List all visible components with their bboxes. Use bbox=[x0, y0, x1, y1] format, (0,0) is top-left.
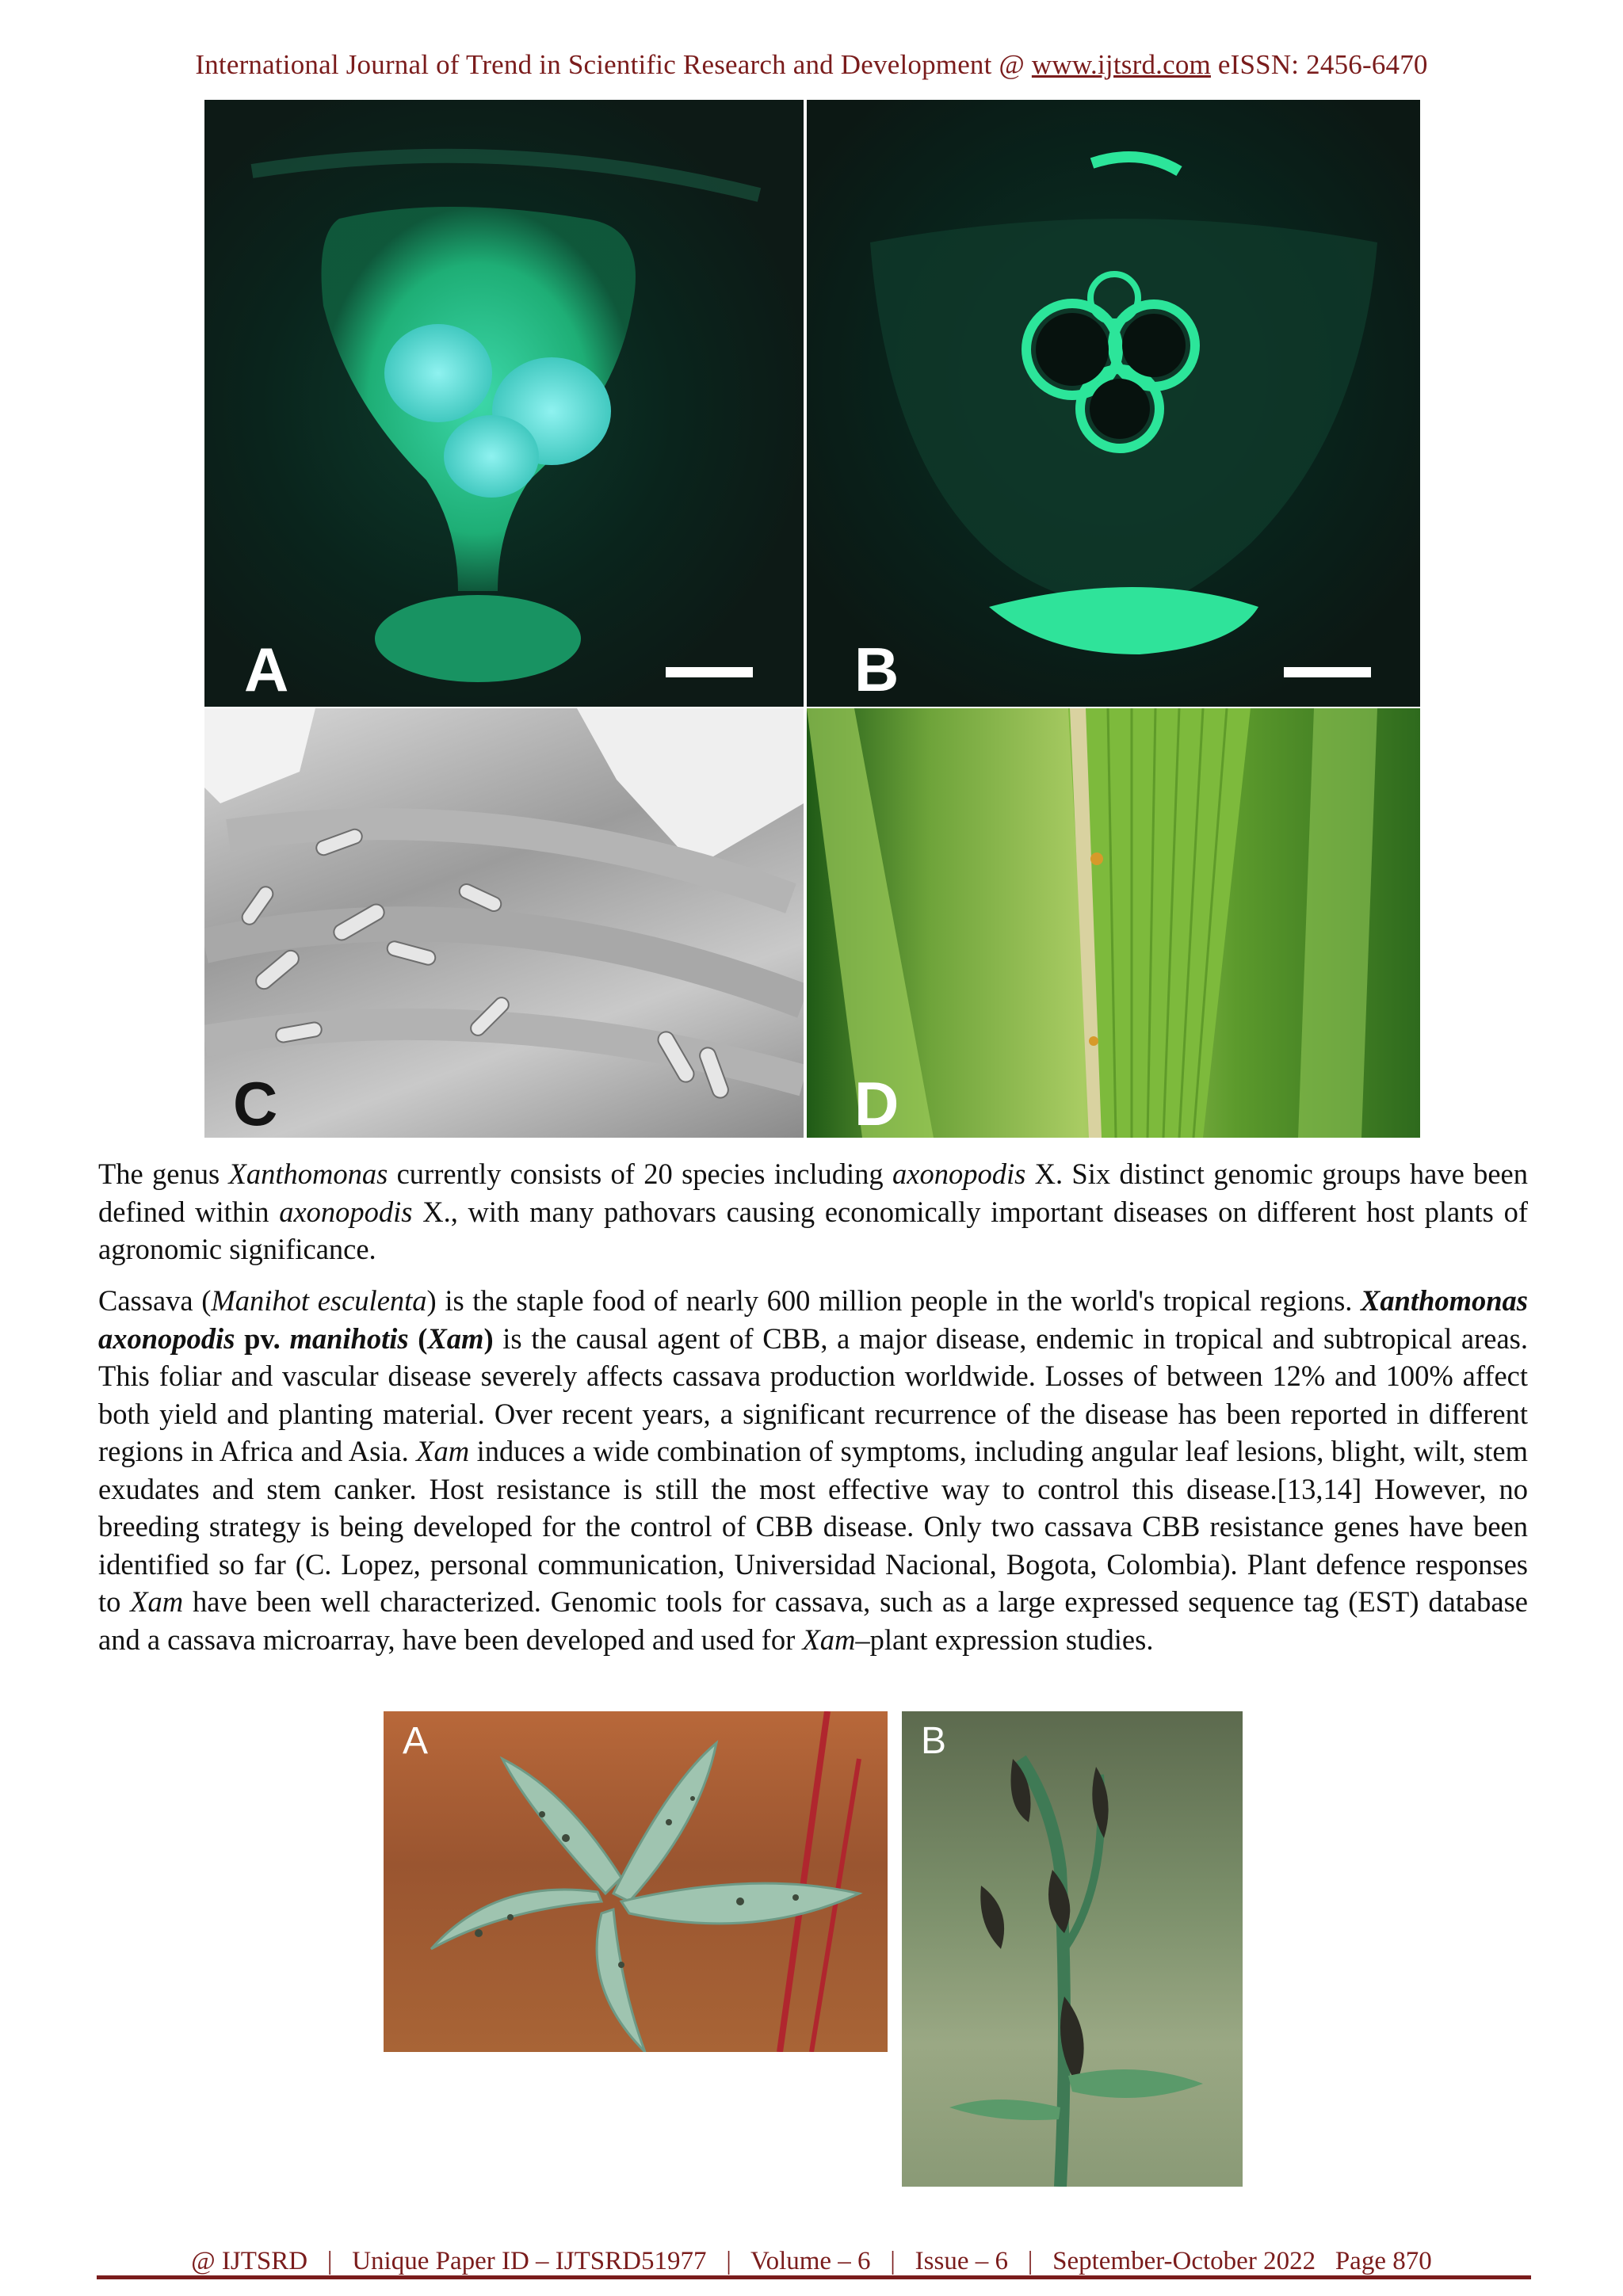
panel-b-label: B bbox=[854, 635, 899, 704]
figure-bottom-panel-b-label: B bbox=[921, 1720, 947, 1762]
italic-term: Xam bbox=[416, 1435, 470, 1467]
text-run: currently consists of 20 species including bbox=[388, 1158, 892, 1190]
panel-d-leaf-photo bbox=[807, 708, 1420, 1138]
cassava-leaf-drawing bbox=[384, 1711, 888, 2052]
figure-bottom-panel-b-photo bbox=[902, 1711, 1243, 2187]
text-run: X. Six distinct genomic groups have been defined within bbox=[98, 1158, 1528, 1228]
text-run: X., with many pathovars causing economically important diseases on different host plants of agronomic significance. bbox=[98, 1195, 1528, 1265]
paragraph-genus-xanthomonas bbox=[98, 1155, 1528, 1268]
panel-c-label: C bbox=[233, 1069, 278, 1138]
text-run: induces a wide combination of symptoms, including angular leaf lesions, blight, wilt, stem exudates and stem canker. Host resistance is still the most effective way to control this disease.[13,14] However, no breeding strategy is being developed for the control of CBB disease. Only two cassava CBB resistance genes have been identified so far (C. Lopez, personal communication, Universidad Nacional, Bogota, Colombia). Plant defence responses to bbox=[98, 1435, 1528, 1618]
bold-italic-term: Xanthomonas axonopodis bbox=[98, 1284, 1529, 1355]
panel-a-drawing bbox=[204, 100, 804, 707]
figure-top bbox=[204, 100, 1420, 1138]
journal-name: International Journal of Trend in Scientific Research and Development @ bbox=[195, 49, 1032, 80]
bold-italic-term: manihotis bbox=[289, 1322, 409, 1355]
text-run: is the causal agent of CBB, a major disease, endemic in tropical and subtropical areas. This foliar and vascular disease severely affects cassava production worldwide. Losses of between 12% and 100% affect both yield and planting material. Over recent years, a significant recurrence of the disease has been reported in different regions in Africa and Asia. bbox=[98, 1322, 1529, 1467]
figure-bottom bbox=[384, 1711, 1243, 2187]
panel-a-label: A bbox=[244, 635, 289, 704]
figure-bottom-panel-a-label: A bbox=[403, 1720, 429, 1762]
panel-a-fluorescence-image bbox=[204, 100, 804, 707]
text-run: The genus bbox=[98, 1158, 229, 1190]
bold-text-run: ) bbox=[483, 1322, 494, 1355]
panel-c-sem-image bbox=[204, 708, 804, 1138]
panel-b-scale-bar bbox=[1284, 667, 1371, 677]
figure-bottom-panel-a-photo bbox=[384, 1711, 888, 2052]
bold-italic-term: Xam bbox=[427, 1322, 484, 1355]
bold-text-run: ( bbox=[408, 1322, 428, 1355]
page-footer: @ IJTSRD | Unique Paper ID – IJTSRD51977 | Volume – 6 | Issue – 6 | September-October 2022 Page 870 bbox=[191, 2247, 1432, 2275]
issn-text: eISSN: 2456-6470 bbox=[1210, 49, 1428, 80]
italic-term: axonopodis bbox=[892, 1158, 1026, 1190]
bold-text-run: pv. bbox=[235, 1322, 290, 1355]
italic-term: Manihot esculenta bbox=[211, 1284, 427, 1317]
text-run: ) is the staple food of nearly 600 million people in the world's tropical regions. bbox=[426, 1284, 1361, 1317]
panel-d-label: D bbox=[854, 1069, 899, 1138]
italic-term: axonopodis bbox=[279, 1195, 413, 1228]
italic-term: Xam bbox=[130, 1585, 184, 1618]
panel-a-scale-bar bbox=[666, 667, 753, 677]
italic-term: Xam bbox=[802, 1623, 856, 1656]
text-run: have been well characterized. Genomic tools for cassava, such as a large expressed sequence tag (EST) database and a cassava microarray, have been developed and used for bbox=[98, 1585, 1528, 1656]
text-run: –plant expression studies. bbox=[855, 1623, 1154, 1656]
journal-url-link[interactable]: www.ijtsrd.com bbox=[1031, 49, 1211, 80]
italic-term: Xanthomonas bbox=[228, 1158, 388, 1190]
panel-b-fluorescence-image bbox=[807, 100, 1420, 707]
running-header bbox=[0, 49, 1623, 81]
paragraph-cassava bbox=[98, 1282, 1528, 1658]
text-run: Cassava ( bbox=[98, 1284, 212, 1317]
panel-b-drawing bbox=[807, 100, 1420, 707]
wilted-stem-drawing bbox=[902, 1711, 1243, 2187]
panel-c-drawing bbox=[204, 708, 804, 1138]
